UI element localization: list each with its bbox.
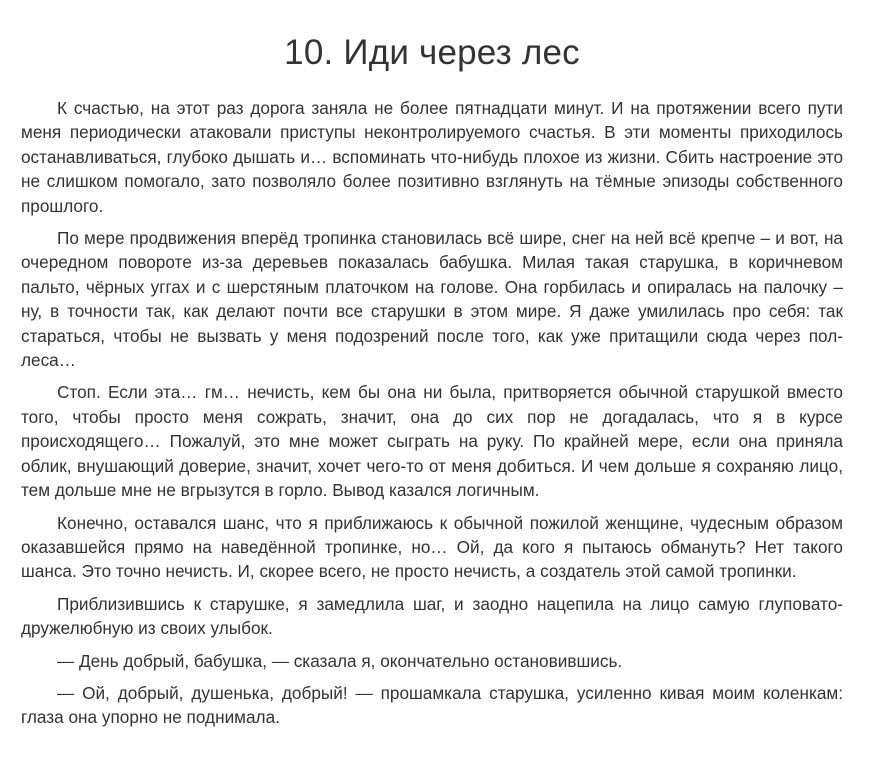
chapter-title: 10. Иди через лес (284, 33, 580, 72)
paragraph-5: Приблизившись к старушке, я замедлила шаг, и заодно нацепила на лицо самую глуповато-дружелюбную из своих улыбок. (21, 593, 843, 639)
paragraph-7: — Ой, добрый, душенька, добрый! — прошамкала старушка, усиленно кивая моим коленкам: глаза она упорно не поднимала. (21, 682, 843, 728)
paragraph-3: Стоп. Если эта… гм… нечисть, кем бы она ни была, притворяется обычной старушкой вместо того, чтобы просто меня сожрать, значит, она до сих пор не догадалась, что я в курсе происходящего… Пожалуй, это мне может сыграть на руку. По крайней мере, если она приняла облик, внушающий доверие, значит, хочет чего-то от меня добиться. И чем дольше я сохраняю лицо, тем дольше мне не вгрызутся в горло. Вывод казался логичным. (21, 382, 843, 501)
paragraph-4: Конечно, оставался шанс, что я приближаюсь к обычной пожилой женщине, чудесным образом оказавшейся прямо на наведённой тропинке, но… Ой, да кого я пытаюсь обмануть? Нет такого шанса. Это точно нечисть. И, скорее всего, не просто нечисть, а создатель этой самой тропинки. (21, 512, 843, 582)
paragraph-6: — День добрый, бабушка, — сказала я, окончательно остановившись. (57, 650, 623, 671)
chapter-text (21, 96, 843, 730)
paragraph-1: К счастью, на этот раз дорога заняла не более пятнадцати минут. И на протяжении всего пути меня периодически атаковали приступы неконтролируемого счастья. В эти моменты приходилось останавливаться, глубоко дышать и… вспоминать что-нибудь плохое из жизни. Сбить настроение это не слишком помогало, зато позволяло более позитивно взглянуть на тёмные эпизоды собственного прошлого. (21, 98, 843, 216)
paragraph-2: По мере продвижения вперёд тропинка становилась всё шире, снег на ней всё крепче – и вот, на очередном повороте из-за деревьев показалась бабушка. Милая такая старушка, в коричневом пальто, чёрных уггах и с шерстяным платочком на голове. Она горбилась и опиралась на палочку – ну, в точности так, как делают почти все старушки в этом мире. Я даже умилилась про себя: так стараться, чтобы не вызвать у меня подозрений после того, как уже притащили сюда через пол-леса… (21, 228, 843, 371)
